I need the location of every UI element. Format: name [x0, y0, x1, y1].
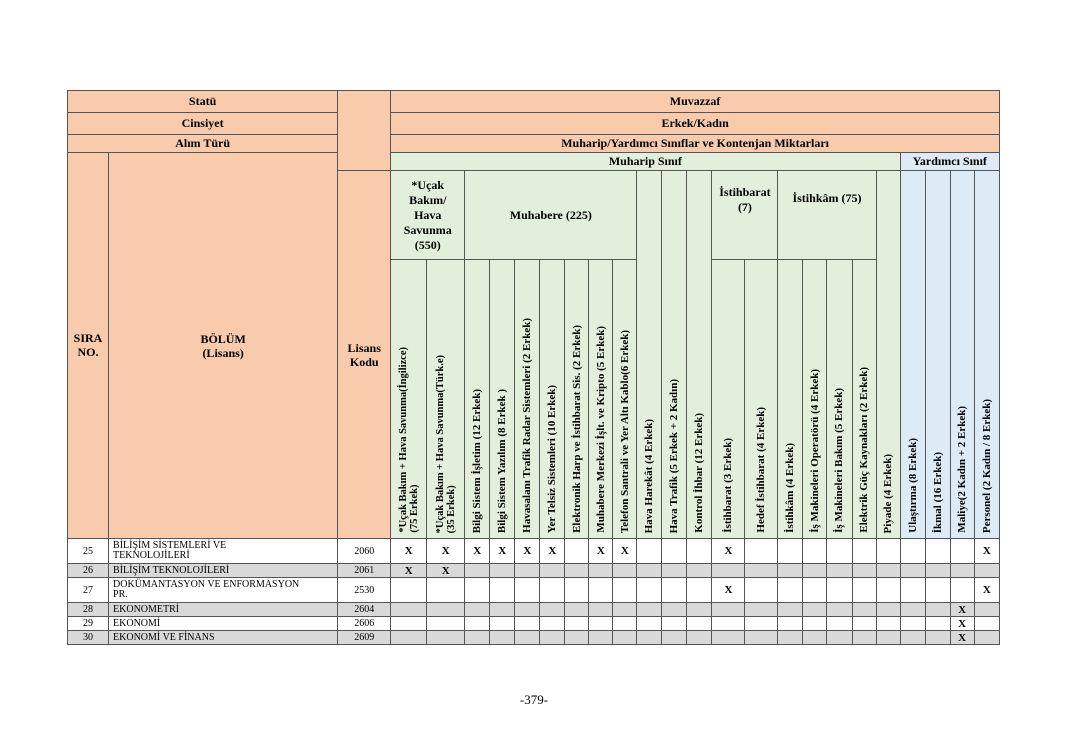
quota-mark: [900, 603, 925, 617]
quota-mark: X: [427, 564, 465, 578]
table-row: [68, 539, 1000, 564]
quota-mark: [589, 631, 613, 645]
quota-mark: [637, 617, 662, 631]
col-bilgi-isletim: Bilgi Sistem İşletim (12 Erkek): [465, 260, 490, 539]
quota-mark: [950, 564, 974, 578]
quota-mark: X: [974, 578, 999, 603]
quota-mark: [391, 631, 427, 645]
quota-table: [67, 90, 1000, 645]
quota-mark: [778, 539, 803, 564]
quota-mark: [637, 631, 662, 645]
quota-mark: [745, 631, 778, 645]
quota-mark: [925, 603, 950, 617]
quota-mark: [876, 564, 900, 578]
quota-mark: [712, 564, 745, 578]
quota-mark: [465, 631, 490, 645]
quota-mark: [490, 564, 515, 578]
license-code: 2609: [338, 631, 391, 645]
quota-mark: [515, 564, 540, 578]
lisans-header: Lisans Kodu: [338, 171, 391, 539]
quota-mark: [465, 578, 490, 603]
col-ikmal: İkmal (16 Erkek): [925, 171, 950, 539]
quota-mark: [745, 539, 778, 564]
quota-mark: [465, 564, 490, 578]
quota-mark: [391, 578, 427, 603]
col-elektronik-harp: Elektronik Harp ve İstihbarat Sis. (2 Erkek): [565, 260, 589, 539]
quota-mark: [852, 617, 876, 631]
quota-mark: [540, 578, 565, 603]
quota-mark: [852, 578, 876, 603]
quota-mark: [876, 631, 900, 645]
quota-mark: [687, 631, 712, 645]
quota-mark: [974, 617, 999, 631]
quota-mark: X: [950, 617, 974, 631]
quota-mark: X: [589, 539, 613, 564]
quota-mark: [852, 603, 876, 617]
col-is-mak-bakim: İş Makineleri Bakım (5 Erkek): [827, 260, 852, 539]
quota-mark: [803, 631, 827, 645]
quota-mark: [515, 617, 540, 631]
quota-mark: [613, 603, 637, 617]
quota-mark: [465, 617, 490, 631]
quota-mark: [950, 578, 974, 603]
quota-mark: [662, 603, 687, 617]
col-istihbarat: İstihbarat (3 Erkek): [712, 260, 745, 539]
statu-value: Muvazzaf: [391, 91, 1000, 113]
quota-mark: X: [950, 631, 974, 645]
quota-mark: [712, 617, 745, 631]
quota-mark: [565, 603, 589, 617]
col-muhabere-merkezi: Muhabere Merkezi İşlt. ve Kripto (5 Erkek): [589, 260, 613, 539]
statu-label: Statü: [68, 91, 338, 113]
group-istihbarat: İstihbarat (7): [712, 171, 778, 260]
quota-mark: [391, 617, 427, 631]
quota-mark: [515, 578, 540, 603]
quota-mark: [827, 578, 852, 603]
quota-mark: [745, 617, 778, 631]
quota-mark: [778, 617, 803, 631]
quota-mark: [687, 564, 712, 578]
quota-mark: [974, 603, 999, 617]
quota-mark: [662, 564, 687, 578]
quota-mark: [637, 539, 662, 564]
quota-mark: [852, 631, 876, 645]
quota-mark: [745, 564, 778, 578]
quota-mark: [613, 578, 637, 603]
quota-mark: [974, 631, 999, 645]
quota-mark: [687, 617, 712, 631]
page-number: -379-: [519, 692, 549, 707]
quota-mark: [565, 564, 589, 578]
quota-mark: X: [540, 539, 565, 564]
quota-mark: [565, 539, 589, 564]
quota-mark: [876, 617, 900, 631]
bolum-header: BÖLÜM (Lisans): [109, 153, 338, 539]
quota-mark: [803, 578, 827, 603]
quota-mark: [540, 564, 565, 578]
col-ulastirma: Ulaştırma (8 Erkek): [900, 171, 925, 539]
col-elektrik-guc: Elektrik Güç Kaynakları (2 Erkek): [852, 260, 876, 539]
table-row: [68, 603, 1000, 617]
quota-mark: [540, 617, 565, 631]
col-bilgi-yazilim: Bilgi Sistem Yazılım (8 Erkek ): [490, 260, 515, 539]
table-row: [68, 617, 1000, 631]
quota-mark: [712, 631, 745, 645]
quota-mark: [565, 578, 589, 603]
quota-mark: [900, 539, 925, 564]
quota-mark: [778, 578, 803, 603]
quota-mark: [490, 578, 515, 603]
quota-mark: [589, 617, 613, 631]
license-code: 2604: [338, 603, 391, 617]
quota-mark: [900, 564, 925, 578]
row-number: 26: [68, 564, 109, 578]
quota-mark: X: [391, 539, 427, 564]
row-number: 27: [68, 578, 109, 603]
quota-mark: [613, 617, 637, 631]
sira-header: SIRA NO.: [68, 153, 109, 539]
col-ucak-ingilizce: *Uçak Bakım + Hava Savunma(İngilizce) (75 Erkek): [391, 260, 427, 539]
department-name: EKONOMİ VE FİNANS: [109, 631, 338, 645]
row-number: 29: [68, 617, 109, 631]
quota-mark: [662, 578, 687, 603]
col-hava-trafik: Hava Trafik (5 Erkek + 2 Kadın): [662, 171, 687, 539]
row-number: 25: [68, 539, 109, 564]
quota-mark: [803, 617, 827, 631]
table-row: [68, 578, 1000, 603]
quota-mark: X: [490, 539, 515, 564]
quota-mark: X: [391, 564, 427, 578]
department-name: DOKÜMANTASYON VE ENFORMASYON PR.: [109, 578, 338, 603]
quota-mark: [637, 603, 662, 617]
col-kontrol-ihbar: Kontrol İhbar (12 Erkek): [687, 171, 712, 539]
quota-mark: [925, 617, 950, 631]
quota-mark: [565, 631, 589, 645]
quota-mark: [745, 603, 778, 617]
col-havasalani: Havasalanı Trafik Radar Sistemleri (2 Erkek): [515, 260, 540, 539]
group-muhabere: Muhabere (225): [465, 171, 637, 260]
table-row: [68, 564, 1000, 578]
quota-mark: [712, 603, 745, 617]
quota-mark: X: [465, 539, 490, 564]
department-name: BİLİŞİM TEKNOLOJİLERİ: [109, 564, 338, 578]
col-hedef-istihbarat: Hedef İstihbarat (4 Erkek): [745, 260, 778, 539]
quota-mark: [391, 603, 427, 617]
col-ucak-turkce: *Uçak Bakım + Hava Savunma(Türk.e) (35 Erkek): [427, 260, 465, 539]
quota-mark: [589, 564, 613, 578]
quota-mark: [876, 539, 900, 564]
department-name: EKONOMİ: [109, 617, 338, 631]
license-code: 2606: [338, 617, 391, 631]
license-code: 2530: [338, 578, 391, 603]
quota-mark: [827, 539, 852, 564]
quota-mark: [515, 631, 540, 645]
col-yer-telsiz: Yer Telsiz Sistemleri (10 Erkek): [540, 260, 565, 539]
quota-mark: [900, 617, 925, 631]
quota-mark: [778, 564, 803, 578]
cinsiyet-value: Erkek/Kadın: [391, 113, 1000, 135]
quota-mark: [925, 564, 950, 578]
quota-mark: X: [613, 539, 637, 564]
quota-mark: [613, 631, 637, 645]
quota-mark: [540, 603, 565, 617]
quota-mark: [803, 603, 827, 617]
quota-mark: [540, 631, 565, 645]
row-number: 30: [68, 631, 109, 645]
quota-mark: [687, 603, 712, 617]
quota-mark: X: [974, 539, 999, 564]
col-piyade: Piyade (4 Erkek): [876, 171, 900, 539]
quota-mark: [637, 564, 662, 578]
quota-mark: [852, 564, 876, 578]
quota-mark: [637, 578, 662, 603]
quota-mark: [925, 578, 950, 603]
license-code: 2061: [338, 564, 391, 578]
quota-mark: [565, 617, 589, 631]
quota-mark: [490, 617, 515, 631]
quota-mark: [925, 631, 950, 645]
quota-mark: [778, 603, 803, 617]
quota-mark: X: [712, 539, 745, 564]
quota-mark: [465, 603, 490, 617]
quota-mark: X: [712, 578, 745, 603]
quota-mark: X: [950, 603, 974, 617]
quota-mark: [900, 578, 925, 603]
row-number: 28: [68, 603, 109, 617]
quota-mark: [613, 564, 637, 578]
quota-mark: [827, 603, 852, 617]
col-telefon-santrali: Telefon Santrali ve Yer Altı Kablo(6 Erkek): [613, 260, 637, 539]
group-ucak: *Uçak Bakım/ Hava Savunma (550): [391, 171, 465, 260]
cinsiyet-label: Cinsiyet: [68, 113, 338, 135]
muharip-header: Muharip Sınıf: [391, 153, 900, 171]
yardimci-header: Yardımcı Sınıf: [900, 153, 999, 171]
quota-mark: [827, 564, 852, 578]
quota-mark: [427, 603, 465, 617]
col-is-mak-operator: İş Makineleri Operatörü (4 Erkek): [803, 260, 827, 539]
quota-mark: [876, 578, 900, 603]
quota-mark: [827, 631, 852, 645]
quota-mark: [950, 539, 974, 564]
department-name: EKONOMETRİ: [109, 603, 338, 617]
quota-mark: [662, 539, 687, 564]
col-hava-harekat: Hava Harekât (4 Erkek): [637, 171, 662, 539]
quota-mark: [662, 617, 687, 631]
quota-mark: [427, 578, 465, 603]
quota-mark: [687, 578, 712, 603]
quota-mark: [900, 631, 925, 645]
quota-mark: [852, 539, 876, 564]
quota-mark: [974, 564, 999, 578]
department-name: BİLİŞİM SİSTEMLERİ VE TEKNOLOJİLERİ: [109, 539, 338, 564]
quota-mark: [876, 603, 900, 617]
col-maliye: Maliye(2 Kadın + 2 Erkek): [950, 171, 974, 539]
quota-mark: [589, 603, 613, 617]
table-row: [68, 631, 1000, 645]
quota-mark: [490, 603, 515, 617]
quota-mark: X: [515, 539, 540, 564]
quota-mark: [925, 539, 950, 564]
quota-mark: [803, 564, 827, 578]
group-istihkam: İstihkâm (75): [778, 171, 876, 260]
quota-mark: [827, 617, 852, 631]
col-istihkam: İstihkâm (4 Erkek): [778, 260, 803, 539]
quota-mark: [745, 578, 778, 603]
alim-value: Muharip/Yardımcı Sınıflar ve Kontenjan Miktarları: [391, 135, 1000, 153]
quota-mark: [662, 631, 687, 645]
quota-mark: [427, 617, 465, 631]
quota-mark: X: [427, 539, 465, 564]
alim-label: Alım Türü: [68, 135, 338, 153]
quota-mark: [427, 631, 465, 645]
quota-mark: [490, 631, 515, 645]
quota-mark: [687, 539, 712, 564]
col-personel: Personel (2 Kadın / 8 Erkek): [974, 171, 999, 539]
quota-mark: [778, 631, 803, 645]
quota-mark: [515, 603, 540, 617]
license-code: 2060: [338, 539, 391, 564]
quota-mark: [803, 539, 827, 564]
quota-mark: [589, 578, 613, 603]
